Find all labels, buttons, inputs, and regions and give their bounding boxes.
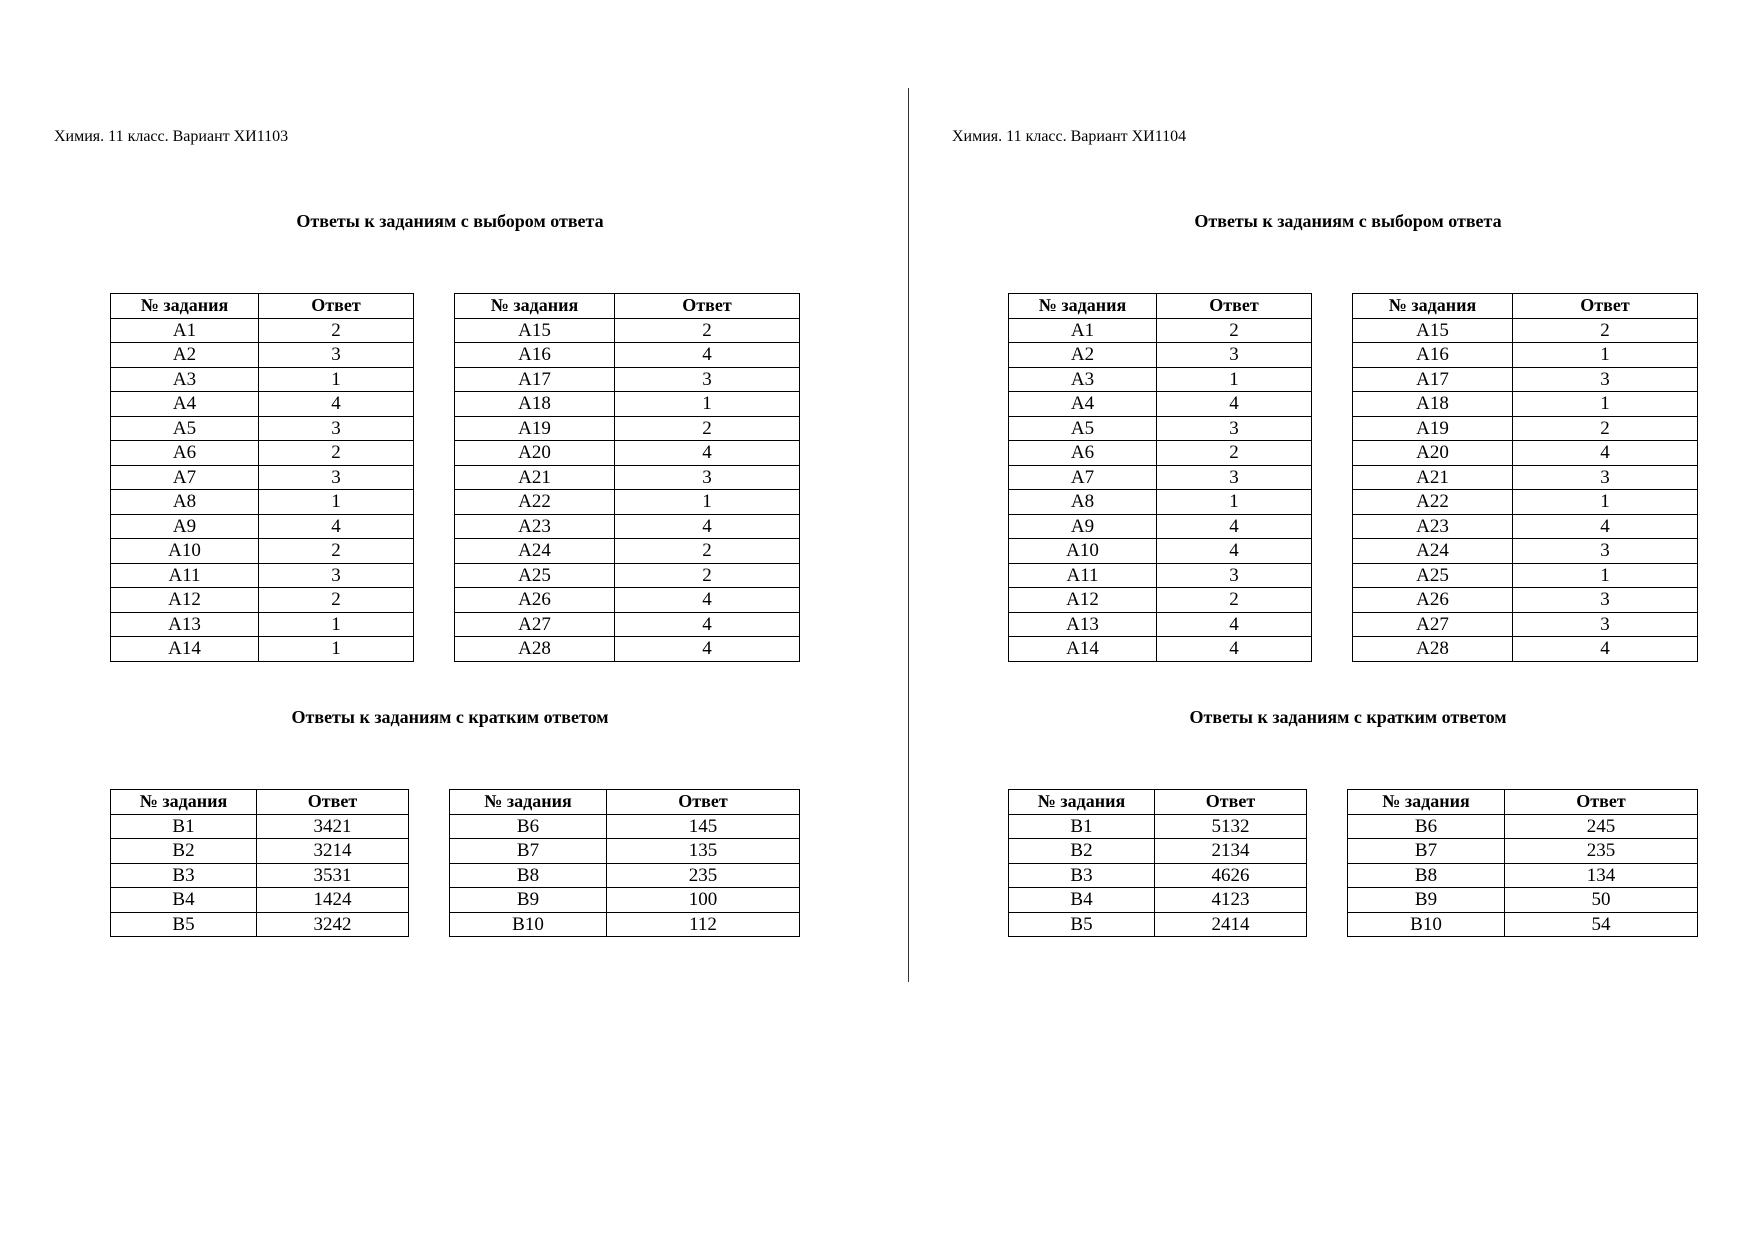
table-row <box>1009 863 1307 888</box>
answer-cell: 1 <box>259 367 414 392</box>
answer-cell: 1 <box>259 612 414 637</box>
task-number-cell: А27 <box>1353 612 1513 637</box>
answer-cell: 3 <box>1513 588 1698 613</box>
table-row <box>1009 912 1307 937</box>
answer-sheet-variant-1104 <box>898 0 1754 1239</box>
answer-cell: 4 <box>1157 539 1312 564</box>
col-header-answer: Ответ <box>607 790 800 815</box>
table-row <box>455 343 800 368</box>
answer-cell: 4 <box>615 441 800 466</box>
task-number-cell: А27 <box>455 612 615 637</box>
task-number-cell: А19 <box>1353 416 1513 441</box>
answer-cell: 235 <box>607 863 800 888</box>
answer-cell: 2 <box>259 441 414 466</box>
task-number-cell: А12 <box>1009 588 1157 613</box>
table-row <box>1353 588 1698 613</box>
answer-cell: 3 <box>1513 367 1698 392</box>
task-number-cell: А6 <box>111 441 259 466</box>
table-row <box>1009 888 1307 913</box>
answer-cell: 1 <box>615 490 800 515</box>
task-number-cell: А25 <box>1353 563 1513 588</box>
task-number-cell: А26 <box>1353 588 1513 613</box>
answer-cell: 2 <box>1157 318 1312 343</box>
page-header: Химия. 11 класс. Вариант ХИ1103 <box>54 128 289 145</box>
answer-cell: 2 <box>615 539 800 564</box>
col-header-answer: Ответ <box>615 294 800 319</box>
task-number-cell: А8 <box>111 490 259 515</box>
table-row <box>111 839 409 864</box>
table-row <box>1353 416 1698 441</box>
table-row <box>1353 637 1698 662</box>
answer-cell: 2 <box>1513 318 1698 343</box>
table-row <box>1009 367 1312 392</box>
task-number-cell: В6 <box>1348 814 1505 839</box>
task-number-cell: А18 <box>1353 392 1513 417</box>
answer-cell: 4 <box>1513 441 1698 466</box>
table-row <box>111 612 414 637</box>
answer-cell: 1 <box>615 392 800 417</box>
table-row <box>1009 814 1307 839</box>
answer-cell: 3 <box>615 367 800 392</box>
task-number-cell: А18 <box>455 392 615 417</box>
task-number-cell: А23 <box>1353 514 1513 539</box>
answer-cell: 4 <box>1157 637 1312 662</box>
answer-cell: 112 <box>607 912 800 937</box>
col-header-answer: Ответ <box>1155 790 1307 815</box>
task-number-cell: А19 <box>455 416 615 441</box>
task-number-cell: В1 <box>111 814 257 839</box>
sa-section-title: Ответы к заданиям с кратким ответом <box>1189 707 1507 727</box>
answer-cell: 4 <box>1157 392 1312 417</box>
table-row <box>111 863 409 888</box>
answer-cell: 4 <box>1157 612 1312 637</box>
table-row <box>450 839 800 864</box>
table-row <box>1348 912 1698 937</box>
task-number-cell: В9 <box>450 888 607 913</box>
table-row <box>455 416 800 441</box>
answer-cell: 245 <box>1505 814 1698 839</box>
answer-cell: 2 <box>1157 588 1312 613</box>
task-number-cell: А4 <box>1009 392 1157 417</box>
answer-cell: 4 <box>615 343 800 368</box>
sa-table-left <box>110 789 409 937</box>
task-number-cell: А12 <box>111 588 259 613</box>
answer-cell: 1 <box>259 490 414 515</box>
answer-cell: 3 <box>1513 539 1698 564</box>
table-row <box>111 318 414 343</box>
task-number-cell: А11 <box>111 563 259 588</box>
task-number-cell: А1 <box>1009 318 1157 343</box>
col-header-answer: Ответ <box>259 294 414 319</box>
answer-cell: 2 <box>615 563 800 588</box>
table-row <box>111 588 414 613</box>
table-row <box>455 318 800 343</box>
task-number-cell: А3 <box>1009 367 1157 392</box>
answer-cell: 3 <box>259 343 414 368</box>
task-number-cell: А9 <box>1009 514 1157 539</box>
answer-cell: 4 <box>615 612 800 637</box>
col-header-task: № задания <box>1009 294 1157 319</box>
table-row <box>1353 563 1698 588</box>
answer-cell: 3 <box>1513 465 1698 490</box>
task-number-cell: А9 <box>111 514 259 539</box>
answer-cell: 50 <box>1505 888 1698 913</box>
answer-cell: 4 <box>259 392 414 417</box>
mc-table-right <box>454 293 800 662</box>
task-number-cell: А10 <box>1009 539 1157 564</box>
answer-cell: 3 <box>259 563 414 588</box>
table-row <box>1353 367 1698 392</box>
task-number-cell: А3 <box>111 367 259 392</box>
answer-cell: 3214 <box>257 839 409 864</box>
task-number-cell: А24 <box>455 539 615 564</box>
task-number-cell: А21 <box>1353 465 1513 490</box>
task-number-cell: А16 <box>455 343 615 368</box>
task-number-cell: А8 <box>1009 490 1157 515</box>
table-row <box>455 588 800 613</box>
table-row <box>1353 392 1698 417</box>
answer-cell: 2 <box>259 539 414 564</box>
answer-cell: 2 <box>259 318 414 343</box>
answer-cell: 134 <box>1505 863 1698 888</box>
answer-cell: 5132 <box>1155 814 1307 839</box>
table-row <box>111 814 409 839</box>
task-number-cell: А11 <box>1009 563 1157 588</box>
task-number-cell: А20 <box>1353 441 1513 466</box>
table-row <box>111 392 414 417</box>
table-row <box>1009 612 1312 637</box>
answer-cell: 3 <box>1513 612 1698 637</box>
task-number-cell: А5 <box>111 416 259 441</box>
table-row <box>450 863 800 888</box>
answer-cell: 235 <box>1505 839 1698 864</box>
answer-cell: 4 <box>615 514 800 539</box>
answer-cell: 1 <box>259 637 414 662</box>
table-row <box>450 814 800 839</box>
answer-cell: 2 <box>615 416 800 441</box>
mc-section-title: Ответы к заданиям с выбором ответа <box>296 211 604 231</box>
answer-cell: 1 <box>1513 563 1698 588</box>
col-header-task: № задания <box>1009 790 1155 815</box>
sa-table-left <box>1008 789 1307 937</box>
task-number-cell: А28 <box>455 637 615 662</box>
col-header-task: № задания <box>111 790 257 815</box>
table-row <box>1009 343 1312 368</box>
table-row <box>1353 490 1698 515</box>
answer-cell: 3 <box>259 416 414 441</box>
answer-cell: 1 <box>1513 490 1698 515</box>
col-header-task: № задания <box>1353 294 1513 319</box>
task-number-cell: А14 <box>111 637 259 662</box>
task-number-cell: В3 <box>111 863 257 888</box>
task-number-cell: В5 <box>1009 912 1155 937</box>
answer-cell: 4626 <box>1155 863 1307 888</box>
answer-cell: 145 <box>607 814 800 839</box>
table-row <box>455 563 800 588</box>
table-row <box>455 490 800 515</box>
answer-cell: 4123 <box>1155 888 1307 913</box>
table-row <box>1009 539 1312 564</box>
task-number-cell: А2 <box>111 343 259 368</box>
task-number-cell: А20 <box>455 441 615 466</box>
mc-table-right <box>1352 293 1698 662</box>
answer-cell: 4 <box>1513 514 1698 539</box>
mc-table-left <box>110 293 414 662</box>
answer-cell: 3 <box>1157 416 1312 441</box>
table-row <box>455 539 800 564</box>
task-number-cell: А17 <box>1353 367 1513 392</box>
col-header-task: № задания <box>1348 790 1505 815</box>
sa-section-title: Ответы к заданиям с кратким ответом <box>291 707 609 727</box>
task-number-cell: В4 <box>1009 888 1155 913</box>
sa-table-right <box>1347 789 1698 937</box>
task-number-cell: А13 <box>1009 612 1157 637</box>
col-header-task: № задания <box>450 790 607 815</box>
answer-cell: 54 <box>1505 912 1698 937</box>
table-row <box>111 888 409 913</box>
task-number-cell: В5 <box>111 912 257 937</box>
task-number-cell: В8 <box>450 863 607 888</box>
table-row <box>455 465 800 490</box>
task-number-cell: В9 <box>1348 888 1505 913</box>
task-number-cell: А6 <box>1009 441 1157 466</box>
answer-cell: 3531 <box>257 863 409 888</box>
task-number-cell: А24 <box>1353 539 1513 564</box>
answer-cell: 3 <box>615 465 800 490</box>
table-row <box>1348 863 1698 888</box>
table-row <box>111 912 409 937</box>
table-row <box>1353 465 1698 490</box>
task-number-cell: А25 <box>455 563 615 588</box>
task-number-cell: А16 <box>1353 343 1513 368</box>
page-header: Химия. 11 класс. Вариант ХИ1104 <box>952 128 1187 145</box>
table-row <box>455 514 800 539</box>
task-number-cell: А22 <box>1353 490 1513 515</box>
answer-cell: 3242 <box>257 912 409 937</box>
answer-cell: 4 <box>615 588 800 613</box>
answer-cell: 2 <box>1513 416 1698 441</box>
task-number-cell: В1 <box>1009 814 1155 839</box>
answer-cell: 3 <box>1157 343 1312 368</box>
answer-cell: 100 <box>607 888 800 913</box>
col-header-answer: Ответ <box>1513 294 1698 319</box>
table-row <box>111 343 414 368</box>
table-row <box>1009 637 1312 662</box>
task-number-cell: А21 <box>455 465 615 490</box>
table-row <box>1348 888 1698 913</box>
task-number-cell: В2 <box>1009 839 1155 864</box>
table-row <box>1353 514 1698 539</box>
task-number-cell: В2 <box>111 839 257 864</box>
table-row <box>1009 465 1312 490</box>
table-row <box>455 367 800 392</box>
table-row <box>111 465 414 490</box>
table-row <box>1348 839 1698 864</box>
table-row <box>1009 441 1312 466</box>
table-row <box>1353 343 1698 368</box>
task-number-cell: А26 <box>455 588 615 613</box>
answer-cell: 2 <box>1157 441 1312 466</box>
table-row <box>455 637 800 662</box>
task-number-cell: А5 <box>1009 416 1157 441</box>
task-number-cell: В10 <box>450 912 607 937</box>
table-row <box>1009 490 1312 515</box>
table-row <box>111 367 414 392</box>
task-number-cell: А1 <box>111 318 259 343</box>
table-row <box>111 563 414 588</box>
col-header-answer: Ответ <box>1505 790 1698 815</box>
task-number-cell: А13 <box>111 612 259 637</box>
task-number-cell: А17 <box>455 367 615 392</box>
table-row <box>111 416 414 441</box>
table-row <box>1009 392 1312 417</box>
table-row <box>1009 563 1312 588</box>
table-row <box>1353 612 1698 637</box>
table-row <box>111 490 414 515</box>
task-number-cell: В3 <box>1009 863 1155 888</box>
table-row <box>450 888 800 913</box>
table-row <box>111 514 414 539</box>
answer-cell: 2134 <box>1155 839 1307 864</box>
task-number-cell: А7 <box>1009 465 1157 490</box>
task-number-cell: В6 <box>450 814 607 839</box>
task-number-cell: А22 <box>455 490 615 515</box>
table-row <box>1348 814 1698 839</box>
table-row <box>111 441 414 466</box>
answer-cell: 4 <box>259 514 414 539</box>
table-row <box>455 392 800 417</box>
task-number-cell: А15 <box>1353 318 1513 343</box>
table-row <box>455 441 800 466</box>
mc-section-title: Ответы к заданиям с выбором ответа <box>1194 211 1502 231</box>
task-number-cell: А14 <box>1009 637 1157 662</box>
table-row <box>1009 839 1307 864</box>
answer-cell: 4 <box>615 637 800 662</box>
table-row <box>111 539 414 564</box>
task-number-cell: В8 <box>1348 863 1505 888</box>
task-number-cell: А10 <box>111 539 259 564</box>
answer-cell: 4 <box>1513 637 1698 662</box>
table-row <box>1009 416 1312 441</box>
task-number-cell: А7 <box>111 465 259 490</box>
answer-cell: 3 <box>259 465 414 490</box>
task-number-cell: А15 <box>455 318 615 343</box>
answer-cell: 2 <box>615 318 800 343</box>
task-number-cell: А2 <box>1009 343 1157 368</box>
table-row <box>1353 441 1698 466</box>
task-number-cell: В7 <box>1348 839 1505 864</box>
answer-cell: 3 <box>1157 465 1312 490</box>
table-row <box>1009 588 1312 613</box>
sa-table-right <box>449 789 800 937</box>
col-header-answer: Ответ <box>1157 294 1312 319</box>
task-number-cell: В7 <box>450 839 607 864</box>
task-number-cell: В4 <box>111 888 257 913</box>
answer-cell: 1424 <box>257 888 409 913</box>
table-row <box>450 912 800 937</box>
col-header-answer: Ответ <box>257 790 409 815</box>
answer-cell: 2 <box>259 588 414 613</box>
task-number-cell: А28 <box>1353 637 1513 662</box>
answer-cell: 1 <box>1513 392 1698 417</box>
task-number-cell: А4 <box>111 392 259 417</box>
table-row <box>111 637 414 662</box>
answer-cell: 1 <box>1513 343 1698 368</box>
mc-table-left <box>1008 293 1312 662</box>
answer-cell: 2414 <box>1155 912 1307 937</box>
answer-cell: 135 <box>607 839 800 864</box>
table-row <box>1009 318 1312 343</box>
col-header-task: № задания <box>111 294 259 319</box>
answer-cell: 3421 <box>257 814 409 839</box>
task-number-cell: А23 <box>455 514 615 539</box>
table-row <box>1353 318 1698 343</box>
answer-cell: 1 <box>1157 490 1312 515</box>
table-row <box>1353 539 1698 564</box>
table-row <box>1009 514 1312 539</box>
answer-cell: 3 <box>1157 563 1312 588</box>
table-row <box>455 612 800 637</box>
task-number-cell: В10 <box>1348 912 1505 937</box>
col-header-task: № задания <box>455 294 615 319</box>
answer-cell: 4 <box>1157 514 1312 539</box>
answer-cell: 1 <box>1157 367 1312 392</box>
